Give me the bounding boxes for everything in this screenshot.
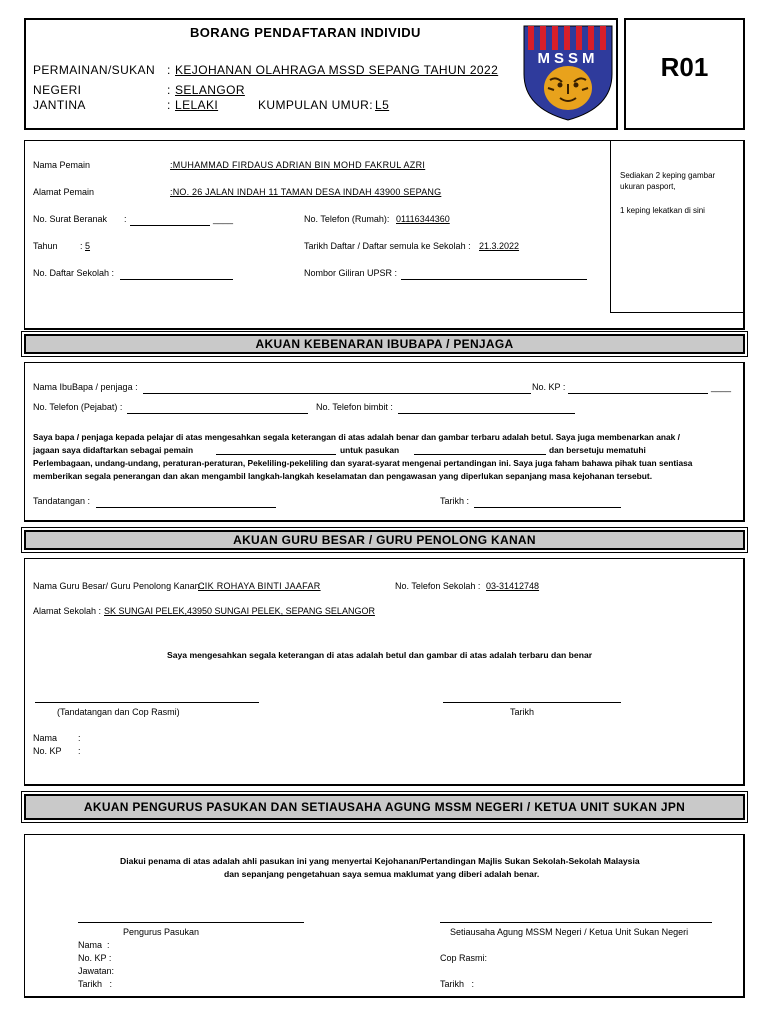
sport-value: KEJOHANAN OLAHRAGA MSSD SEPANG TAHUN 2022 — [175, 63, 499, 77]
form-title: BORANG PENDAFTARAN INDIVIDU — [190, 25, 421, 40]
year-colon: : — [80, 241, 83, 251]
parent-declaration-team-line — [414, 454, 546, 455]
state-value: SELANGOR — [175, 83, 245, 97]
phone-mobile-line — [398, 413, 575, 414]
parent-date-label: Tarikh : — [440, 496, 470, 506]
parent-name-label: Nama IbuBapa / penjaga : — [33, 382, 138, 392]
manager-declaration-2: dan sepanjang pengetahuan saya semua maklumat yang diberi adalah benar. — [224, 869, 540, 879]
photo-box — [610, 140, 745, 313]
headmaster-kp-label: No. KP — [33, 746, 62, 756]
birth-cert-line — [130, 225, 210, 226]
parent-declaration-3: Perlembagaan, undang-undang, peraturan-peraturan, Pekeliling-pekeliling dan syarat-syarat mengenai pertandingan ini. Saya juga faham bahawa pihak tuan sentiasa — [33, 458, 693, 468]
headmaster-nama-colon: : — [78, 733, 81, 743]
phone-office-line — [127, 413, 308, 414]
register-date-label: Tarikh Daftar / Daftar semula ke Sekolah : — [304, 241, 471, 251]
headmaster-name-value: CIK ROHAYA BINTI JAAFAR — [198, 581, 321, 591]
manager-kp-label: No. KP : — [78, 953, 112, 963]
register-date-value: 21.3.2022 — [479, 241, 520, 251]
school-reg-line — [120, 279, 233, 280]
manager-kp-text: No. KP — [78, 953, 107, 963]
manager-nama-text: Nama — [78, 940, 103, 950]
player-name-value: :MUHAMMAD FIRDAUS ADRIAN BIN MOHD FAKRUL AZRI — [170, 160, 426, 170]
player-address-label: Alamat Pemain — [33, 187, 95, 197]
photo-note-1: Sediakan 2 keping gambar ukuran pasport, — [620, 171, 716, 191]
headmaster-kp-colon: : — [78, 746, 81, 756]
parent-kp-tail: ____ — [711, 382, 732, 392]
parent-declaration-4: memberikan segala penerangan dan akan mengambil langkah-langkah keselamatan dan pengawasan yang diperlukan sepanjang masa kejohanan tersebut. — [33, 471, 653, 481]
secretary-date-label: Tarikh : — [440, 979, 475, 989]
school-phone-label: No. Telefon Sekolah : — [395, 581, 481, 591]
header-sep-negeri: : — [167, 83, 171, 97]
parent-declaration-1: Saya bapa / penjaga kepada pelajar di atas mengesahkan segala keterangan di atas adalah benar dan gambar terbaru adalah betul. Saya juga membenarkan anak / — [33, 432, 680, 442]
header-label-negeri: NEGERI — [33, 83, 82, 97]
phone-mobile-label: No. Telefon bimbit : — [316, 402, 393, 412]
age-group-label: KUMPULAN UMUR: — [258, 98, 373, 112]
secretary-date-text: Tarikh — [440, 979, 465, 989]
birth-cert-label: No. Surat Beranak — [33, 214, 108, 224]
gender-value: LELAKI — [175, 98, 219, 112]
secretary-sign-line — [440, 922, 712, 923]
team-manager-sign-line — [78, 922, 304, 923]
parent-signature-line — [96, 507, 276, 508]
parent-kp-line — [568, 393, 708, 394]
manager-tarikh-text: Tarikh — [78, 979, 103, 989]
team-manager-title: Pengurus Pasukan — [123, 927, 200, 937]
headmaster-date-label: Tarikh — [510, 707, 535, 717]
header-sep-jantina: : — [167, 98, 171, 112]
birth-cert-colon: : — [124, 214, 127, 224]
phone-office-label: No. Telefon (Pejabat) : — [33, 402, 123, 412]
parent-kp-label: No. KP : — [532, 382, 566, 392]
year-value: 5 — [85, 241, 91, 251]
headmaster-name-label: Nama Guru Besar/ Guru Penolong Kanan : — [33, 581, 205, 591]
parent-declaration-2b: untuk pasukan — [340, 445, 400, 455]
parent-signature-label: Tandatangan : — [33, 496, 91, 506]
parent-declaration-2a: jagaan saya didaftarkan sebagai pemain — [33, 445, 194, 455]
parent-declaration-player-line — [216, 454, 336, 455]
manager-jawatan-text: Jawatan — [78, 966, 112, 976]
school-reg-label: No. Daftar Sekolah : — [33, 268, 115, 278]
header-sep-sukan: : — [167, 63, 171, 77]
school-address-value: SK SUNGAI PELEK,43950 SUNGAI PELEK, SEPANG SELANGOR — [104, 606, 375, 616]
parent-date-line — [474, 507, 621, 508]
manager-section-bar: AKUAN PENGURUS PASUKAN DAN SETIAUSAHA AGUNG MSSM NEGERI / KETUA UNIT SUKAN JPN — [24, 794, 745, 820]
headmaster-nama-label: Nama — [33, 733, 58, 743]
year-label: Tahun — [33, 241, 58, 251]
headmaster-sign-line — [35, 702, 259, 703]
parent-name-line — [143, 393, 531, 394]
manager-nama-label: Nama : — [78, 940, 110, 950]
header-label-jantina: JANTINA — [33, 98, 86, 112]
upsr-line — [401, 279, 587, 280]
logo-text: MSSM — [537, 50, 599, 67]
manager-jawatan-label: Jawatan: — [78, 966, 115, 976]
header-label-sukan: PERMAINAN/SUKAN — [33, 63, 156, 77]
parent-section-bar: AKUAN KEBENARAN IBUBAPA / PENJAGA — [24, 334, 745, 354]
player-name-label: Nama Pemain — [33, 160, 91, 170]
age-group-value: L5 — [375, 98, 390, 112]
phone-home-label: No. Telefon (Rumah): — [304, 214, 390, 224]
phone-home-value: 01116344360 — [396, 214, 450, 224]
headmaster-date-line — [443, 702, 621, 703]
manager-declaration-1: Diakui penama di atas adalah ahli pasukan ini yang menyertai Kejohanan/Pertandingan Majlis Sukan Sekolah-Sekolah Malaysia — [120, 856, 640, 866]
headmaster-sign-label: (Tandatangan dan Cop Rasmi) — [57, 707, 180, 717]
school-address-label: Alamat Sekolah : — [33, 606, 102, 616]
player-address-value: :NO. 26 JALAN INDAH 11 TAMAN DESA INDAH 43900 SEPANG — [170, 187, 442, 197]
school-phone-value: 03-31412748 — [486, 581, 540, 591]
upsr-label: Nombor Giliran UPSR : — [304, 268, 398, 278]
headmaster-section — [24, 558, 745, 786]
birth-cert-value: ____ — [213, 214, 234, 224]
parent-declaration-2c: dan bersetuju mematuhi — [549, 445, 646, 455]
official-stamp-label: Cop Rasmi: — [440, 953, 488, 963]
mssm-logo — [520, 22, 616, 122]
photo-note-2: 1 keping lekatkan di sini — [620, 206, 705, 215]
manager-tarikh-label: Tarikh : — [78, 979, 113, 989]
secretary-title: Setiausaha Agung MSSM Negeri / Ketua Unit Sukan Negeri — [450, 927, 689, 937]
headmaster-section-bar: AKUAN GURU BESAR / GURU PENOLONG KANAN — [24, 530, 745, 550]
form-code: R01 — [660, 52, 709, 82]
headmaster-declaration: Saya mengesahkan segala keterangan di atas adalah betul dan gambar di atas adalah terbaru dan benar — [167, 650, 593, 660]
